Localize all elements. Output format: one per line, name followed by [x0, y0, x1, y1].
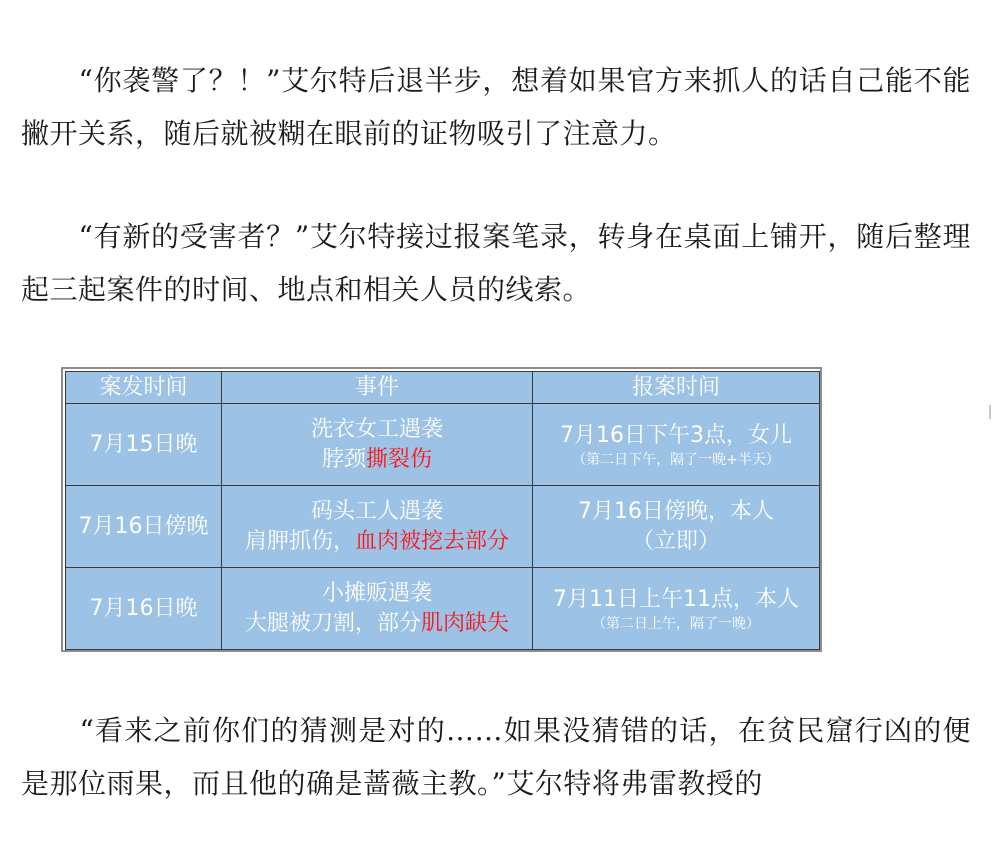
cell-event	[222, 486, 533, 568]
report-time-text: 7月11日上午11点，本人	[553, 586, 799, 612]
header-report-time: 报案时间	[533, 372, 820, 404]
report-time-note: （第二日上午，隔了一晚）	[592, 615, 760, 632]
injury-highlight: 撕裂伤	[366, 446, 433, 472]
injury-text: 肩胛抓伤，	[244, 528, 355, 554]
injury-description	[222, 527, 532, 557]
table-header-row	[66, 372, 820, 404]
header-incident-time: 案发时间	[66, 372, 222, 404]
injury-description	[222, 609, 532, 639]
event-description: 小摊贩遇袭	[321, 580, 432, 606]
report-time-text: 7月16日傍晚，本人	[578, 498, 774, 524]
cell-report-time	[533, 404, 820, 486]
cell-incident-time: 7月15日晚	[66, 404, 222, 486]
table-row	[66, 568, 820, 650]
cell-event	[222, 404, 533, 486]
case-table-frame	[61, 367, 822, 652]
case-table	[65, 371, 820, 650]
cell-incident-time: 7月16日傍晚	[66, 486, 222, 568]
report-time-note: （第二日下午，隔了一晚+半天）	[572, 451, 780, 468]
cell-incident-time: 7月16日晚	[66, 568, 222, 650]
paragraph-3: “看来之前你们的猜测是对的……如果没猜错的话，在贫民窟行凶的便是那位雨果，而且他的确是蔷薇主教。”艾尔特将弗雷教授的	[21, 714, 971, 800]
injury-highlight: 肌肉缺失	[421, 610, 510, 636]
table-row	[66, 486, 820, 568]
cell-event	[222, 568, 533, 650]
injury-description	[222, 445, 532, 475]
event-description: 码头工人遇袭	[310, 498, 443, 524]
cell-report-time	[533, 568, 820, 650]
report-time-text: 7月16日下午3点，女儿	[560, 422, 792, 448]
table-row	[66, 404, 820, 486]
injury-text: 大腿被刀割，部分	[244, 610, 421, 636]
header-event: 事件	[222, 372, 533, 404]
scroll-edge-marker	[989, 405, 991, 419]
cell-report-time	[533, 486, 820, 568]
injury-text: 脖颈	[321, 446, 366, 472]
event-description: 洗衣女工遇袭	[310, 416, 443, 442]
report-time-sub: （立即）	[631, 528, 720, 554]
paragraph-1: “你袭警了？！”艾尔特后退半步，想着如果官方来抓人的话自己能不能撇开关系，随后就被糊在眼前的证物吸引了注意力。	[21, 64, 971, 150]
paragraph-2: “有新的受害者？”艾尔特接过报案笔录，转身在桌面上铺开，随后整理起三起案件的时间、地点和相关人员的线索。	[21, 220, 971, 306]
injury-highlight: 血肉被挖去部分	[355, 528, 510, 554]
